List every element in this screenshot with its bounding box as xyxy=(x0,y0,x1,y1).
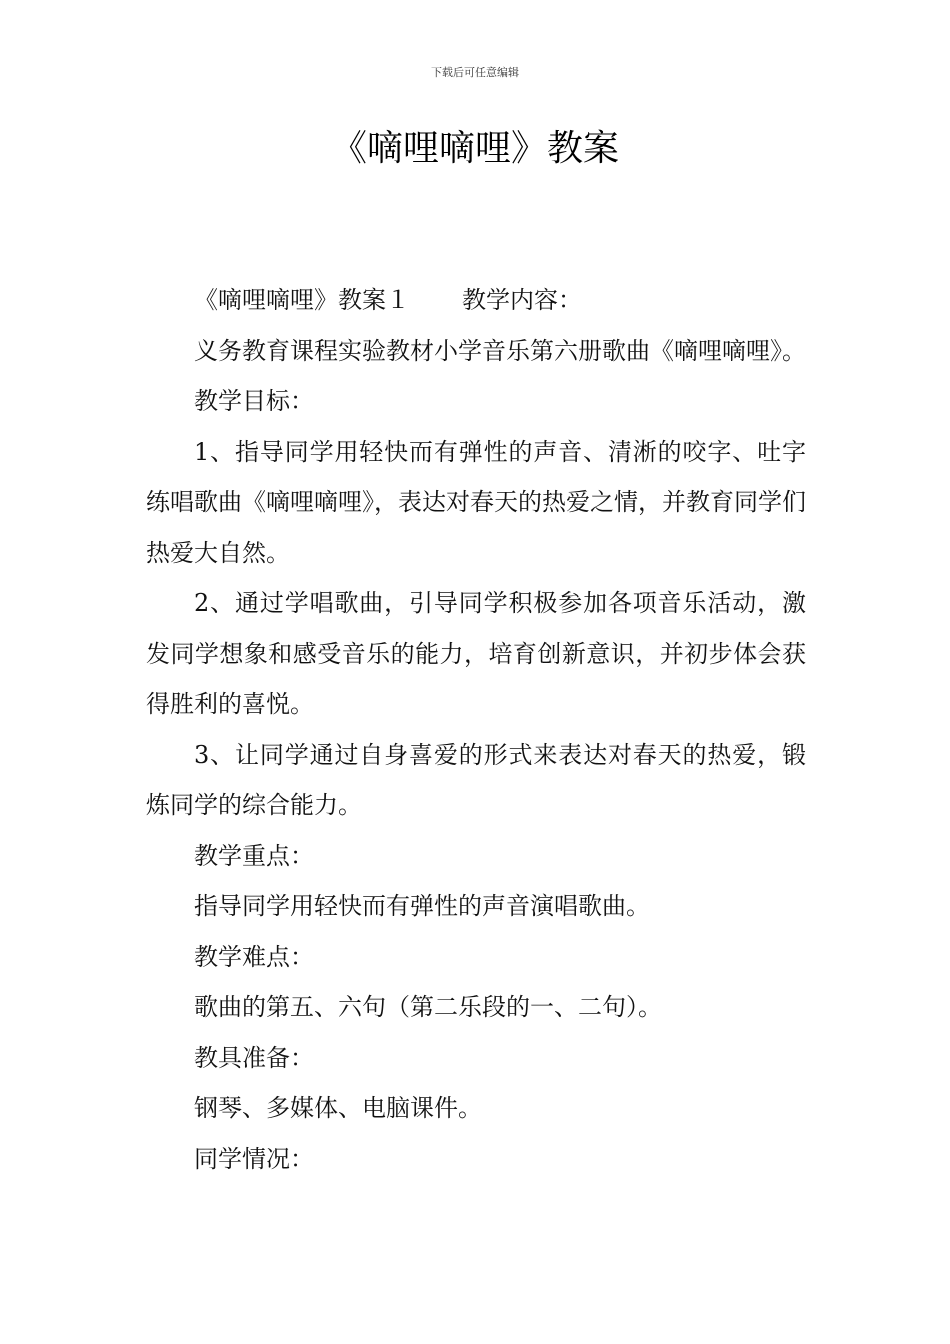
objective-1: 1、指导同学用轻快而有弹性的声音、清淅的咬字、吐字练唱歌曲《嘀哩嘀哩》，表达对春天的热爱之情，并教育同学们热爱大自然。 xyxy=(146,437,806,567)
header-note: 下载后可任意编辑 xyxy=(431,66,519,79)
paragraph-content: 义务教育课程实验教材小学音乐第六册歌曲《嘀哩嘀哩》。 xyxy=(194,336,806,365)
difficulties-text: 歌曲的第五、六句（第二乐段的一、二句）。 xyxy=(194,993,662,1021)
heading-key-points: 教学重点： xyxy=(194,841,314,870)
heading-difficulties: 教学难点： xyxy=(194,942,314,971)
intro-label: 教学内容： xyxy=(462,286,582,314)
objective-2: 2、通过学唱歌曲，引导同学积极参加各项音乐活动，激发同学想象和感受音乐的能力，培育创新意识，并初步体会获得胜利的喜悦。 xyxy=(146,589,806,718)
heading-materials: 教具准备： xyxy=(194,1043,314,1072)
document-body xyxy=(146,275,806,1184)
intro-heading: 《嘀哩嘀哩》教案１ xyxy=(194,286,410,314)
key-points-text: 指导同学用轻快而有弹性的声音演唱歌曲。 xyxy=(194,892,650,920)
objective-3: 3、让同学通过自身喜爱的形式来表达对春天的热爱，锻炼同学的综合能力。 xyxy=(146,740,806,819)
document-title: 《嘀哩嘀哩》教案 xyxy=(330,128,619,169)
heading-objectives: 教学目标： xyxy=(194,387,314,415)
materials-text: 钢琴、多媒体、电脑课件。 xyxy=(194,1094,482,1122)
intro-line xyxy=(146,275,806,326)
heading-student-situation: 同学情况： xyxy=(194,1144,314,1173)
